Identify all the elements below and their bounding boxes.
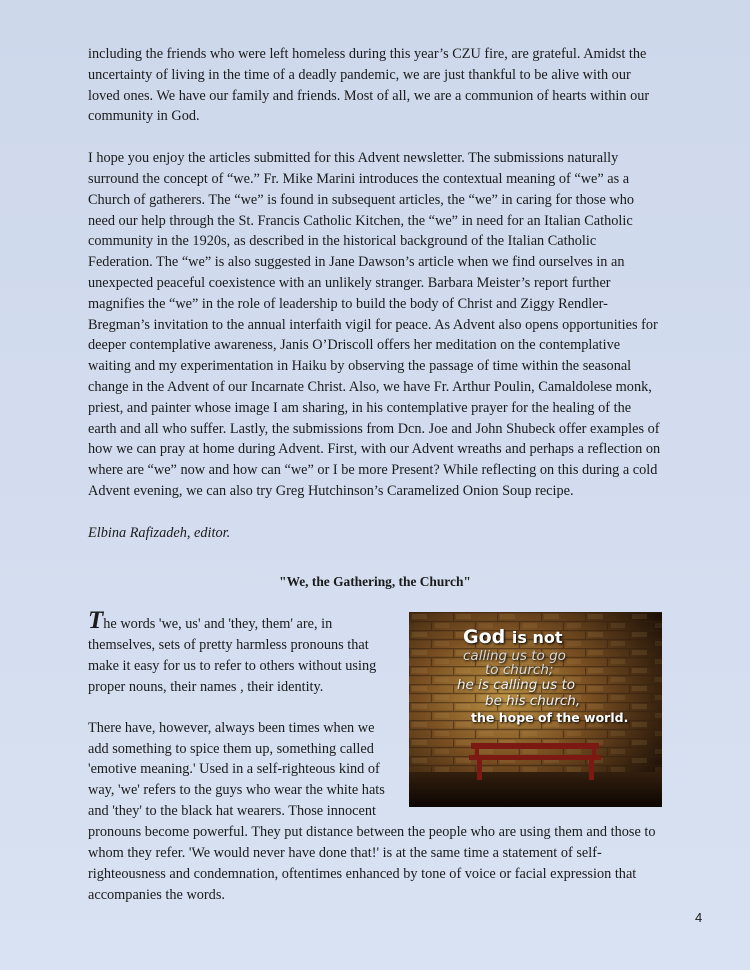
article-paragraph-1-text: he words 'we, us' and 'they, them' are, in themselves, sets of pretty harmless pronouns that make it easy for us to refer to others without using proper nouns, their names , their identity. [88,616,377,695]
quote-line-4: he is calling us to [457,677,576,693]
drop-cap: T [88,607,104,634]
article-title: "We, the Gathering, the Church" [279,574,471,589]
quote-god-word: God [463,626,506,648]
quote-line-2: calling us to go [463,648,566,664]
article-paragraph-2: There have, however, always been times when we add something to spice them up, something called 'emotive meaning.' Used in a self-righteous kind of way, 'we' refers to the guys who wear the white hats and 'they' to the black hat wearers. Those innocent pronouns become powerful. They put distance between the people who are using them and those to whom they refer. 'We would never have done that!' is at the same time a statement of self-righteousness and condemnation, oftentimes enhanced by tone of voice or facial expression that accompanies the words. [88,719,656,903]
quote-is-not: is not [511,628,563,647]
quote-line-3: to church; [485,662,554,678]
page-number: 4 [695,910,703,925]
intro-paragraph-2: I hope you enjoy the articles submitted for this Advent newsletter. The submissions naturally surround the concept of “we.” Fr. Mike Marini introduces the contextual meaning of “we” as a Church of gatherers. The “we” is found in subsequent articles, the “we” in caring for those who need our help through the St. Francis Catholic Kitchen, the “we” in need for an Italian Catholic community in the 1920s, as described in the historical background of the Italian Catholic Federation. The “we” is also suggested in Jane Dawson’s article when we find ourselves in an unexpected peaceful coexistence with an unlikely stranger. Barbara Meister’s report further magnifies the “we” in the role of leadership to build the body of Christ and Ziggy Rendler-Bregman’s invitation to the annual interfaith vigil for peace. As Advent also opens opportunities for deeper contemplative awareness, Janis O’Driscoll offers her meditation on the contemplative waiting and my experimentation in Haiku by observing the passage of time within the seasonal change in the Advent of our Incarnate Christ. Also, we have Fr. Arthur Poulin, Camaldolese monk, priest, and painter whose image I am sharing, in his contemplative prayer for the healing of the earth and all who suffer. Lastly, the submissions from Dcn. Joe and John Shubeck offer examples of how we can pray at home during Advent. First, with our Advent wreaths and perhaps a reflection on where are “we” now and how can “we” or I be more Present? While reflecting on this during a cold Advent evening, we can also try Greg Hutchinson’s Caramelized Onion Soup recipe. [88,150,661,499]
quote-line-6: the hope of the world. [471,710,629,725]
intro-paragraph-1: including the friends who were left homeless during this year’s CZU fire, are grateful. Amidst the uncertainty of living in the time of a deadly pandemic, we are just thankful to be alive with our loved ones. We have our family and friends. Most of all, we are a communion of hearts within our community in God. [88,46,650,125]
quote-line-5: be his church, [485,693,581,709]
church-quote-image [409,612,662,807]
article-body [88,607,662,906]
editor-signature: Elbina Rafizadeh, editor. [88,524,231,541]
image-quote-text [457,626,658,726]
newsletter-page [88,44,662,903]
